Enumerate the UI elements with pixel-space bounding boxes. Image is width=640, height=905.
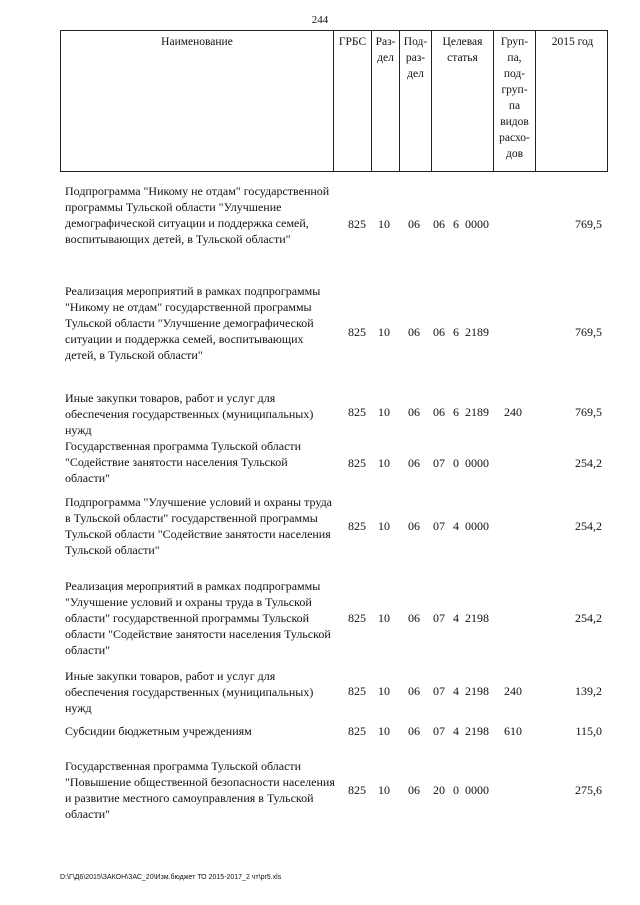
row-target-code: 0000 (465, 217, 489, 231)
header-tselevaya: Целевая статья (431, 31, 493, 171)
row-razdel: 10 (378, 325, 390, 339)
row-target-subprogram: 6 (453, 405, 459, 419)
row-razdel: 10 (378, 405, 390, 419)
row-target-program: 07 (433, 456, 445, 470)
header-grbs: ГРБС (333, 31, 371, 171)
row-target-subprogram: 6 (453, 325, 459, 339)
header-podrazdel: Под- раз- дел (399, 31, 431, 171)
row-grbs: 825 (348, 217, 366, 231)
row-target-program: 06 (433, 325, 445, 339)
row-name: Государственная программа Тульской области "Повышение общественной безопасности населения и развитие местного самоуправления в Тульской области" (65, 759, 335, 821)
row-gruppa: 240 (504, 405, 522, 419)
row-target-subprogram: 4 (453, 724, 459, 738)
header-name: Наименование (161, 36, 233, 48)
row-grbs: 825 (348, 405, 366, 419)
row-amount: 769,5 (575, 217, 602, 231)
row-name: Подпрограмма "Никому не отдам" государственной программы Тульской области "Улучшение демографической ситуации и поддержка семей, воспитывающих детей, в Тульской области" (65, 184, 330, 246)
row-amount: 254,2 (575, 611, 602, 625)
row-podrazdel: 06 (408, 724, 420, 738)
row-target-code: 2189 (465, 325, 489, 339)
row-amount: 769,5 (575, 325, 602, 339)
row-razdel: 10 (378, 724, 390, 738)
row-target-code: 2189 (465, 405, 489, 419)
row-target-program: 20 (433, 783, 445, 797)
row-target-program: 07 (433, 611, 445, 625)
row-amount: 275,6 (575, 783, 602, 797)
row-grbs: 825 (348, 724, 366, 738)
row-gruppa: 610 (504, 724, 522, 738)
row-podrazdel: 06 (408, 783, 420, 797)
row-target-program: 07 (433, 684, 445, 698)
row-podrazdel: 06 (408, 405, 420, 419)
row-name: Иные закупки товаров, работ и услуг для обеспечения государственных (муниципальных) нужд (65, 391, 314, 437)
row-target-program: 06 (433, 405, 445, 419)
row-grbs: 825 (348, 519, 366, 533)
page-number: 244 (311, 14, 329, 26)
row-razdel: 10 (378, 684, 390, 698)
row-grbs: 825 (348, 456, 366, 470)
header-gruppa: Груп- па, под- груп- па видов расхо- дов (493, 31, 535, 171)
row-podrazdel: 06 (408, 684, 420, 698)
row-target-code: 0000 (465, 783, 489, 797)
row-target-subprogram: 4 (453, 684, 459, 698)
row-amount: 769,5 (575, 405, 602, 419)
row-podrazdel: 06 (408, 611, 420, 625)
row-target-subprogram: 0 (453, 783, 459, 797)
header-year: 2015 год (535, 31, 609, 171)
row-podrazdel: 06 (408, 456, 420, 470)
row-target-program: 06 (433, 217, 445, 231)
row-target-code: 0000 (465, 456, 489, 470)
row-target-code: 0000 (465, 519, 489, 533)
row-amount: 139,2 (575, 684, 602, 698)
row-amount: 115,0 (575, 724, 602, 738)
row-target-subprogram: 6 (453, 217, 459, 231)
row-amount: 254,2 (575, 519, 602, 533)
row-target-code: 2198 (465, 611, 489, 625)
row-amount: 254,2 (575, 456, 602, 470)
row-name: Подпрограмма "Улучшение условий и охраны труда в Тульской области" государственной программы Тульской области "Содействие занятости населения Тульской области" (65, 495, 332, 557)
row-grbs: 825 (348, 783, 366, 797)
table-header (60, 30, 608, 172)
row-name: Государственная программа Тульской области "Содействие занятости населения Тульской области" (65, 439, 302, 485)
row-name: Субсидии бюджетным учреждениям (65, 724, 252, 738)
row-target-code: 2198 (465, 724, 489, 738)
row-grbs: 825 (348, 611, 366, 625)
row-razdel: 10 (378, 783, 390, 797)
row-name: Реализация мероприятий в рамках подпрограммы "Улучшение условий и охраны труда в Тульской области" государственной программы Тульской области "Содействие занятости населения Тульской области" (65, 579, 331, 657)
row-gruppa: 240 (504, 684, 522, 698)
row-razdel: 10 (378, 217, 390, 231)
row-razdel: 10 (378, 611, 390, 625)
row-target-program: 07 (433, 519, 445, 533)
row-podrazdel: 06 (408, 519, 420, 533)
row-grbs: 825 (348, 325, 366, 339)
row-target-subprogram: 4 (453, 611, 459, 625)
row-name: Реализация мероприятий в рамках подпрограммы "Никому не отдам" государственной программы Тульской области "Улучшение демографической ситуации и поддержка семей, воспитывающих детей, в Тульской области" (65, 284, 321, 362)
row-target-program: 07 (433, 724, 445, 738)
row-razdel: 10 (378, 456, 390, 470)
row-target-subprogram: 0 (453, 456, 459, 470)
row-name: Иные закупки товаров, работ и услуг для обеспечения государственных (муниципальных) нужд (65, 669, 314, 715)
header-razdel: Раз- дел (371, 31, 399, 171)
row-podrazdel: 06 (408, 217, 420, 231)
row-podrazdel: 06 (408, 325, 420, 339)
file-path-footer: D:\Г\Д6\2015\ЗАКОН\ЗАС_20\Изм.бюджет ТО 2015-2017_2 чт\pr5.xls (60, 874, 282, 881)
row-grbs: 825 (348, 684, 366, 698)
row-target-code: 2198 (465, 684, 489, 698)
row-razdel: 10 (378, 519, 390, 533)
row-target-subprogram: 4 (453, 519, 459, 533)
